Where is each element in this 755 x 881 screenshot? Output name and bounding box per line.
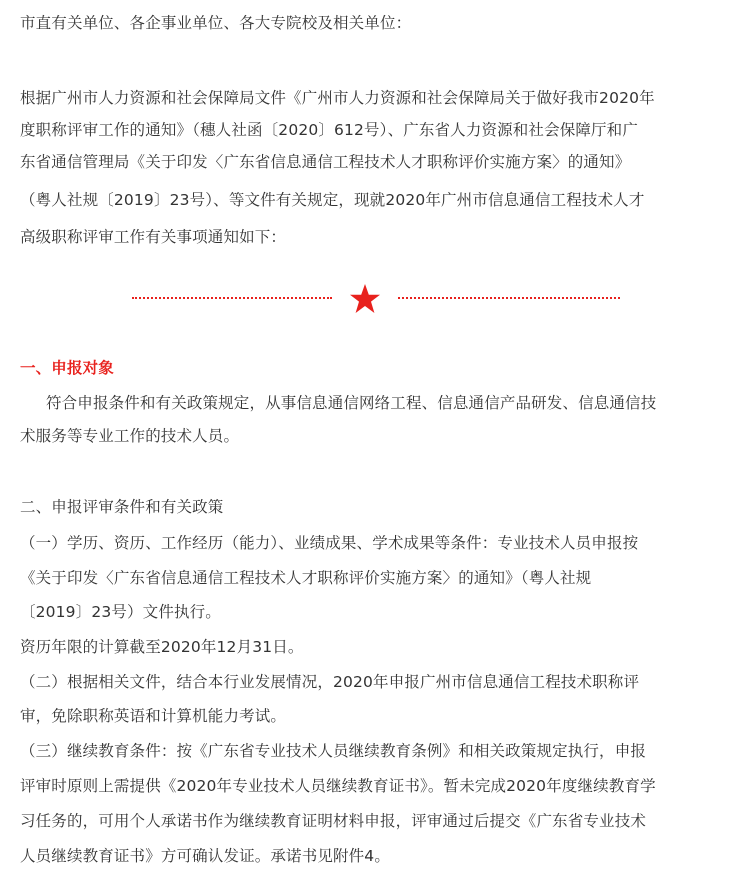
section2-item3-line: （三）继续教育条件：按《广东省专业技术人员继续教育条例》和相关政策规定执行，申报 [20,742,647,760]
intro-line: 东省通信管理局《关于印发〈广东省信息通信工程技术人才职称评价实施方案〉的通知》 [20,153,631,171]
section1-body-line: 符合申报条件和有关政策规定，从事信息通信网络工程、信息通信产品研发、信息通信技 [46,394,657,412]
section2-item1-line: 《关于印发〈广东省信息通信工程技术人才职称评价实施方案〉的通知》（粤人社规 [20,569,592,587]
section2-item1-line: 〔2019〕23号）文件执行。 [20,603,221,621]
intro-line: 度职称评审工作的通知》（穗人社函〔2020〕612号）、广东省人力资源和社会保障厅和广 [20,121,638,139]
divider-dotted-left [132,297,332,299]
section2-item2-line: 审，免除职称英语和计算机能力考试。 [20,707,287,725]
section2-item2-line: （二）根据相关文件，结合本行业发展情况，2020年申报广州市信息通信工程技术职称评 [20,673,640,691]
star-icon [349,283,381,315]
salutation: 市直有关单位、各企事业单位、各大专院校及相关单位： [20,14,412,32]
section2-item3-line: 人员继续教育证书》方可确认发证。承诺书见附件4。 [20,847,390,865]
section2-item1-line: （一）学历、资历、工作经历（能力）、业绩成果、学术成果等条件：专业技术人员申报按 [20,534,639,552]
section2-item1-line: 资历年限的计算截至2020年12月31日。 [20,638,304,656]
intro-line: 根据广州市人力资源和社会保障局文件《广州市人力资源和社会保障局关于做好我市2020年 [20,89,655,107]
section1-body-line: 术服务等专业工作的技术人员。 [20,427,240,445]
intro-line: 高级职称评审工作有关事项通知如下： [20,228,287,246]
section1-title: 一、申报对象 [20,359,114,377]
intro-line: （粤人社规〔2019〕23号）、等文件有关规定，现就2020年广州市信息通信工程技术人才 [20,191,645,209]
section2-item3-line: 评审时原则上需提供《2020年专业技术人员继续教育证书》。暂未完成2020年度继续教育学 [20,777,656,795]
section2-title: 二、申报评审条件和有关政策 [20,498,224,516]
section2-item3-line: 习任务的，可用个人承诺书作为继续教育证明材料申报，评审通过后提交《广东省专业技术 [20,812,647,830]
divider-dotted-right [398,297,620,299]
